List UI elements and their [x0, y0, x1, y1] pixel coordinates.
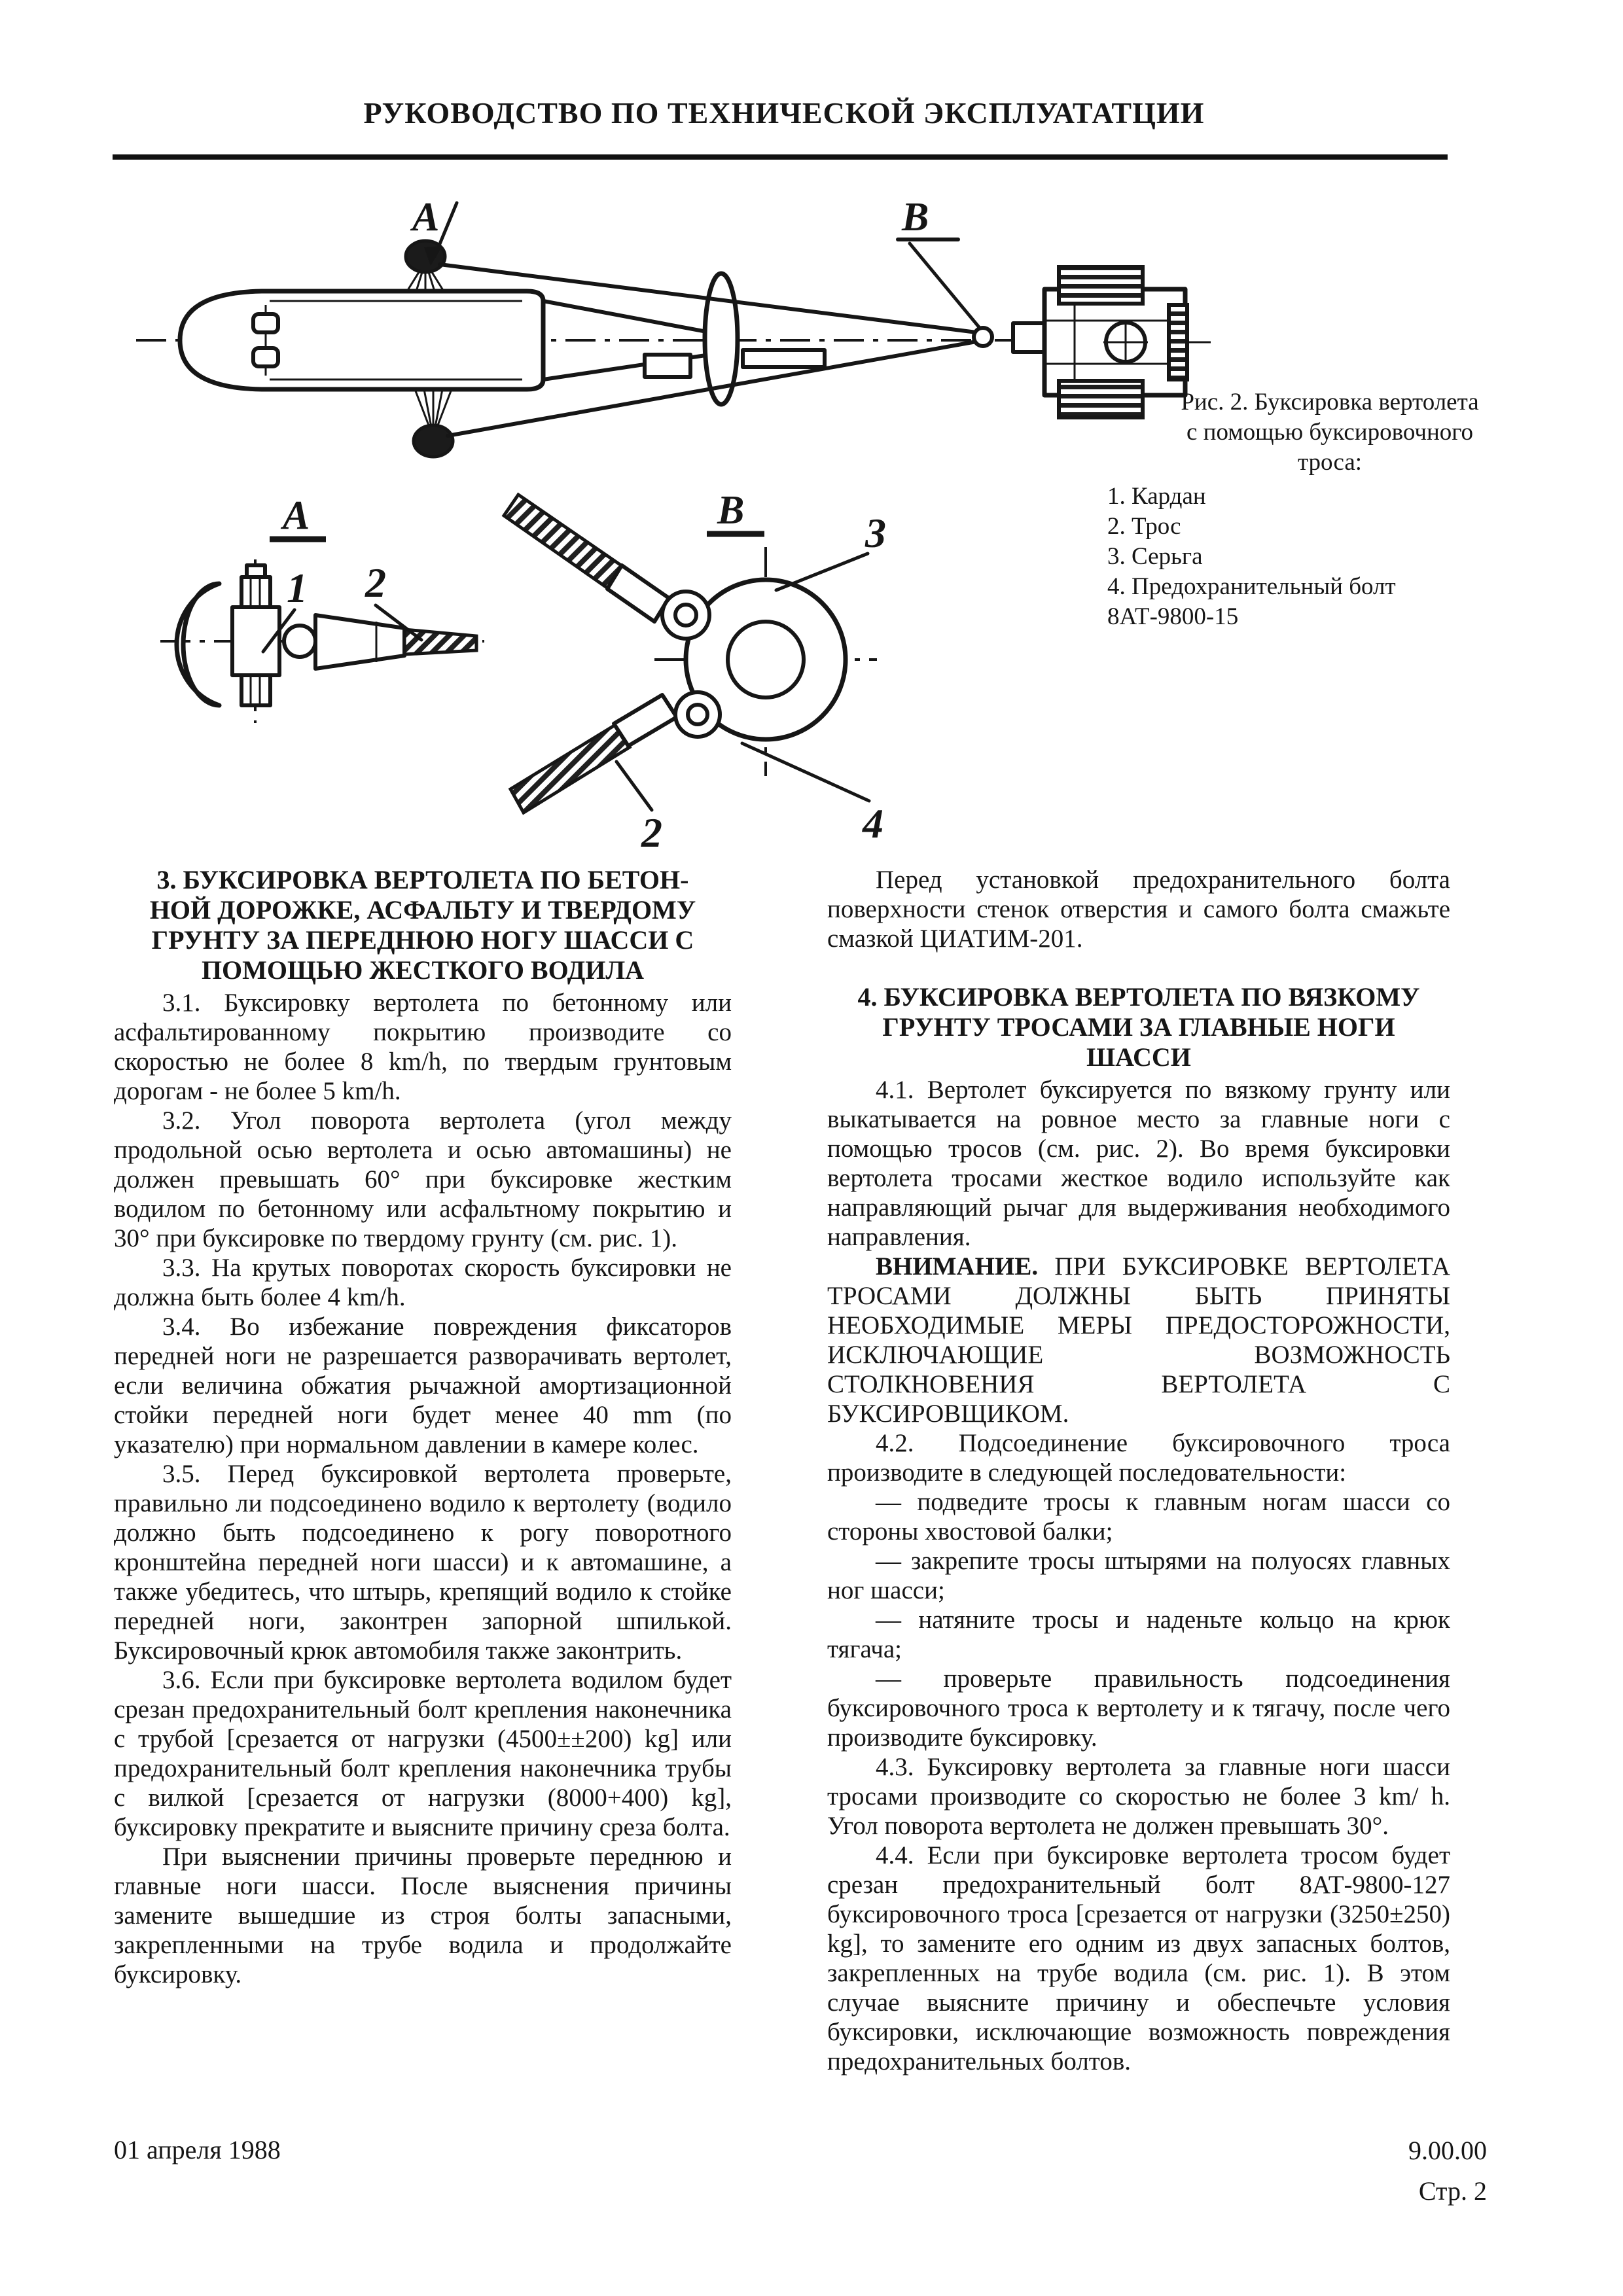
callout-2b-leader [616, 762, 652, 810]
paragraph-4-4: 4.4. Если при буксировке вертолета тросом будет срезан предохранительный болт 8АТ-9800-127 буксировочного троса [срезается от нагрузки (3250±250) kg], то замените его одним из двух запасных болтов, закрепленных на трубе водила (см. рис. 1). В этом случае выясните причину и обеспечьте условия буксировки, исключающие возможность повреждения предохранительных болтов. [827, 1841, 1450, 2075]
tractor-hitch [1013, 323, 1044, 352]
tail-detail [645, 355, 690, 377]
paragraph-3-1: 3.1. Буксировку вертолета по бетонному или асфальтированному покрытию производите со скоростью не более 8 km/h, по твердым грунтовым дорогам - не более 5 km/h. [114, 989, 732, 1105]
paragraph-3-4: 3.4. Во избежание повреждения фиксаторов передней ноги не разрешается разворачивать вертолет, если величина обжатия рычажной амортизационной стойки передней ноги будет менее 40 mm (по указателю) при нормальном давлении в камере колес. [114, 1313, 732, 1458]
footer-right-block [1408, 2130, 1487, 2212]
legend-item: 4. Предохранительный болт [1107, 573, 1396, 600]
left-column [114, 865, 732, 1989]
footer-date: 01 апреля 1988 [114, 2135, 281, 2164]
figure-2-diagram [98, 183, 1243, 857]
paragraph-3-2: 3.2. Угол поворота вертолета (угол между продольной осью вертолета и осью автомашины) не должен превышать 60° при буксировке жестким водилом по бетонному или асфальтному покрытию и 30° при буксировке по твердому грунту (см. рис. 1). [114, 1106, 732, 1252]
view-label-b-leader [910, 243, 979, 327]
tractor-track-top [1059, 267, 1143, 304]
legend-item: 8АТ-9800-15 [1107, 603, 1239, 630]
hub-cup [177, 584, 219, 705]
callout-3-leader [776, 554, 868, 590]
attention-text: ПРИ БУКСИРОВКЕ ВЕРТОЛЕТА ТРОСАМИ ДОЛЖНЫ БЫТЬ ПРИНЯТЫ НЕОБХОДИМЫЕ МЕРЫ ПРЕДОСТОРОЖНОСТИ, ИСКЛЮЧАЮЩИЕ ВОЗМОЖНОСТЬ СТОЛКНОВЕНИЯ ВЕРТОЛЕТА С БУКСИРОВЩИКОМ. [827, 1252, 1450, 1428]
footer-doc-code: 9.00.00 [1408, 2136, 1487, 2165]
figure-caption-line: Рис. 2. Буксировка вертолета [1181, 389, 1479, 415]
helicopter-top-view [136, 241, 1096, 457]
kardan-cone [315, 615, 404, 669]
section-4-title-line: ГРУНТУ ТРОСАМИ ЗА ГЛАВНЫЕ НОГИ [882, 1012, 1395, 1042]
serga-ring-inner [728, 622, 804, 698]
paragraph-attention [827, 1252, 1450, 1428]
callout-2b: 2 [641, 809, 662, 856]
paragraph-4-2: 4.2. Подсоединение буксировочного троса производите в следующей последовательности: [827, 1429, 1450, 1487]
kardan-pin-hole [284, 626, 315, 657]
figure-caption [1107, 387, 1552, 632]
tow-ring [974, 328, 992, 346]
callout-1: 1 [287, 565, 308, 611]
detail-b-label: В [717, 488, 745, 533]
paragraph-intro: Перед установкой предохранительного болта поверхности стенок отверстия и самого болта смажьте смазкой ЦИАТИМ-201. [827, 866, 1450, 953]
cable-fitting-upper [607, 565, 669, 622]
callout-2: 2 [365, 559, 386, 606]
section-4-title [827, 982, 1450, 1072]
paragraph-3-3: 3.3. На крутых поворотах скорость буксировки не должна быть более 4 km/h. [114, 1254, 732, 1311]
figure-caption-line: с помощью буксировочного [1186, 419, 1474, 446]
main-gear-right-wheel [414, 389, 453, 457]
tractor-track-side [1169, 305, 1187, 380]
cable-braid-upper [504, 495, 623, 589]
detail-view-a [160, 493, 484, 723]
section-3-title-line: НОЙ ДОРОЖКЕ, АСФАЛЬТУ И ТВЕРДОМУ [149, 895, 696, 925]
section-3-title-line: 3. БУКСИРОВКА ВЕРТОЛЕТА ПО БЕТОН- [156, 865, 689, 894]
detail-view-b [504, 488, 886, 856]
detail-a-label: А [283, 493, 310, 538]
view-label-a: А [412, 195, 440, 239]
paragraph-4-3: 4.3. Буксировку вертолета за главные ноги шасси тросами производите со скоростью не более 3 km/ h. Угол поворота вертолета не должен превышать 30°. [827, 1753, 1450, 1840]
bullet-item: — подведите тросы к главным ногам шасси со стороны хвостовой балки; [827, 1488, 1450, 1545]
section-3-title [114, 865, 732, 985]
callout-4-leader [742, 743, 869, 801]
spline-top [241, 577, 270, 607]
figure-legend [1107, 482, 1552, 632]
section-4-title-line: 4. БУКСИРОВКА ВЕРТОЛЕТА ПО ВЯЗКОМУ [857, 982, 1420, 1012]
bullet-item: — натяните тросы и наденьте кольцо на крюк тягача; [827, 1606, 1450, 1663]
legend-item: 3. Серьга [1107, 543, 1203, 570]
section-3-title-line: ПОМОЩЬЮ ЖЕСТКОГО ВОДИЛА [201, 955, 645, 985]
callout-3: 3 [865, 510, 886, 556]
page-header-title: РУКОВОДСТВО ПО ТЕХНИЧЕСКОЙ ЭКСПЛУАТАТЦИИ [363, 96, 1205, 130]
right-column [827, 865, 1450, 2076]
fuselage-outline [180, 291, 543, 389]
paragraph-3-6-cont: При выяснении причины проверьте переднюю и главные ноги шасси. После выяснения причины замените вышедшие из строя болты запасными, закрепленными на трубе водила и продолжайте буксировку. [114, 1843, 732, 1988]
header-divider [113, 154, 1448, 160]
cable-braid-lower [510, 725, 630, 813]
attention-keyword: ВНИМАНИЕ. [876, 1252, 1039, 1280]
tail-skid [743, 350, 825, 367]
spline-bottom [241, 675, 270, 705]
paragraph-3-5: 3.5. Перед буксировкой вертолета проверьте, правильно ли подсоединено водило к вертолету (водило должно быть подсоединено к рогу поворотного кронштейна передней ноги шасси) и к автомашине, а также убедитесь, что штырь, крепящий водило к стойке передней ноги, законтрен запорной шпилькой. Буксировочный крюк автомобиля также законтрить. [114, 1460, 732, 1665]
paragraph-3-6: 3.6. Если при буксировке вертолета водилом будет срезан предохранительный болт крепления наконечника с трубой [срезается от нагрузки (4500±±200) kg] или предохранительный болт крепления наконечника трубы с вилкой [срезается от нагрузки (8000+400) kg], буксировку прекратите и выясните причину среза болта. [114, 1666, 732, 1841]
legend-item: 1. Кардан [1107, 483, 1206, 510]
callout-4: 4 [863, 800, 883, 847]
cable-fitting-lower [614, 695, 677, 746]
view-label-b: В [902, 195, 929, 239]
figure-caption-line: троса: [1297, 449, 1363, 476]
bullet-item: — закрепите тросы штырями на полуосях главных ног шасси; [827, 1547, 1450, 1604]
paragraph-4-1: 4.1. Вертолет буксируется по вязкому грунту или выкатывается на ровное место за главные ноги с помощью тросов (см. рис. 2). Во время буксировки вертолета тросами жесткое водило используйте как направляющий рычаг для выдерживания необходимого направления. [827, 1076, 1450, 1251]
legend-item: 2. Трос [1107, 513, 1181, 540]
section-3-title-line: ГРУНТУ ЗА ПЕРЕДНЮЮ НОГУ ШАССИ С [151, 925, 694, 955]
footer-page-number: Стр. 2 [1418, 2176, 1487, 2206]
section-4-title-line: ШАССИ [1086, 1042, 1191, 1072]
bullet-item: — проверьте правильность подсоединения буксировочного троса к вертолету и к тягачу, после чего производите буксировку. [827, 1665, 1450, 1752]
